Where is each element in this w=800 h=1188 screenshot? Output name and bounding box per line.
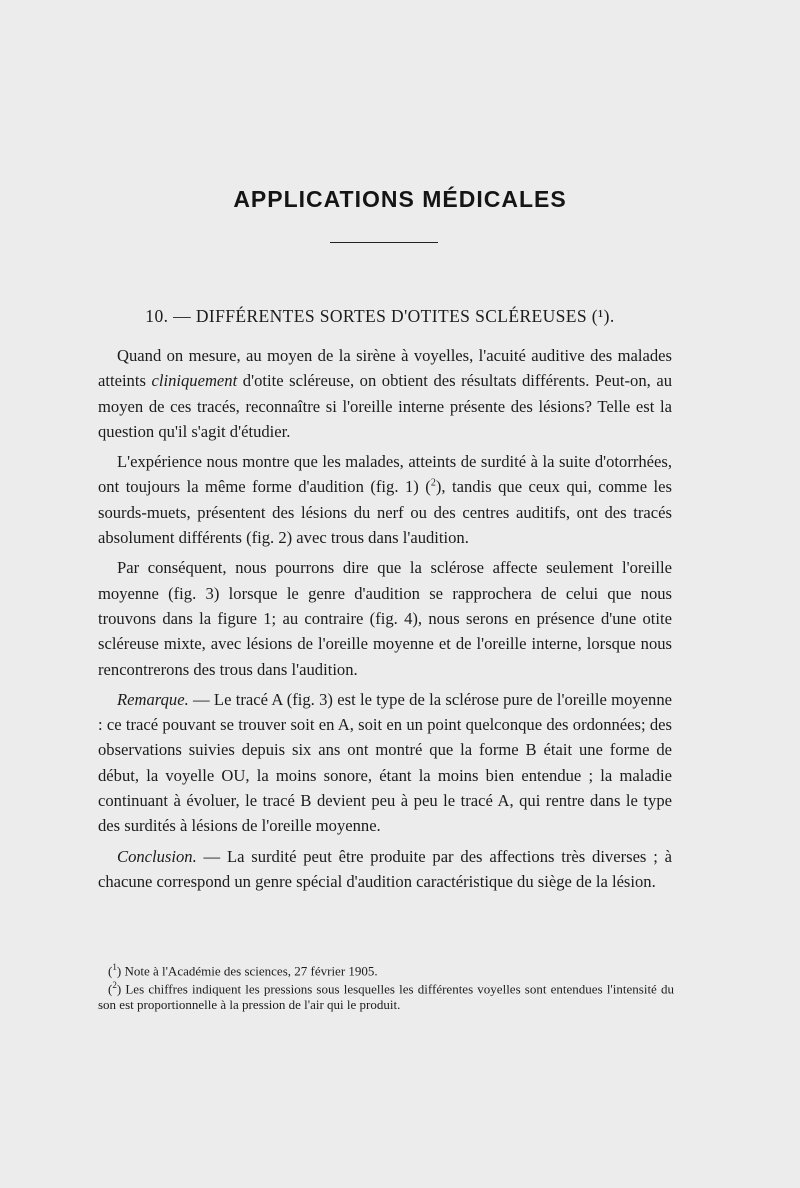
conclusion-text: — La surdité peut être produite par des affections très diverses ; à chacune correspond un genre spécial d'audition caractéristique du siège de la lésion. xyxy=(98,846,672,891)
conclusion-label: Conclusion. xyxy=(117,846,197,866)
paragraph-3: Par conséquent, nous pourrons dire que la sclérose affecte seulement l'oreille moyenne (fig. 3) lorsque le genre d'audition se rapprochera de celui que nous trouvons dans la figure 1; au contraire (fig. 4), nous serons en présence d'une otite scléreuse mixte, avec lésions de l'oreille moyenne et de l'oreille interne, lorsque nous rencontrerons des trous dans l'audition. xyxy=(98,558,672,679)
page-title: APPLICATIONS MÉDICALES xyxy=(233,186,567,212)
footnote-2-text: Les chiffres indiquent les pressions sous lesquelles les différentes voyelles sont entendues l'intensité du son est proportionnelle à la pression de l'air qui le produit. xyxy=(98,981,674,1012)
footnote-1-mark: 1 xyxy=(112,962,117,972)
paragraph-remarque xyxy=(98,687,672,839)
body-text xyxy=(98,343,672,899)
section-title: DIFFÉRENTES SORTES D'OTITES SCLÉREUSES xyxy=(195,306,588,326)
paragraph-1-text-b: d'otite scléreuse, on obtient des résultats différents. Peut-on, au moyen de ces tracés, reconnaître si l'oreille interne présente des lésions? Telle est la question qu'il s'agit d'étudier. xyxy=(98,371,673,441)
paragraph-conclusion xyxy=(98,844,672,895)
paragraph-1 xyxy=(98,343,672,444)
paragraph-1-emphasis: cliniquement xyxy=(151,371,238,391)
remarque-label: Remarque. xyxy=(117,689,189,709)
section-heading xyxy=(0,306,760,327)
section-note-ref: (¹). xyxy=(591,306,615,326)
footnote-1: ($^1$) Note à l'Académie des sciences, 27 février 1905. xyxy=(108,962,378,979)
footnotes xyxy=(98,960,674,1012)
section-dash: — xyxy=(173,306,192,326)
remarque-text: — Le tracé A (fig. 3) est le type de la sclérose pure de l'oreille moyenne : ce tracé pouvant se trouver soit en A, soit en un point quelconque des ordonnées; des observations suivies depuis six ans ont montré que la forme B était une forme de début, la voyelle OU, la moins sonore, étant la moins bien entendue ; la maladie continuant à évoluer, le tracé B devient peu à peu le tracé A, qui rentre dans le type des surdités à lésions de l'oreille moyenne. xyxy=(98,689,672,836)
section-number: 10. xyxy=(145,306,169,326)
footnote-ref-2: 2 xyxy=(430,477,436,489)
paragraph-1-text-a: Quand on mesure, au moyen de la sirène à voyelles, l'acuité auditive des malades atteints xyxy=(98,346,672,391)
footnote-1-text: Note à l'Académie des sciences, 27 février 1905. xyxy=(121,963,378,979)
paragraph-2-text-b: ), tandis que ceux qui, comme les sourds-muets, présentent des lésions du nerf ou des centres auditifs, ont des tracés absolument différents (fig. 2) avec trous dans l'audition. xyxy=(98,477,672,548)
footnote-2: ($^2$) Les chiffres indiquent les pressions sous lesquelles les différentes voyelles sont entendues l'intensité du son est proportionnelle à la pression de l'air qui le produit. xyxy=(98,980,674,1012)
footnote-2-mark: 2 xyxy=(112,980,117,991)
paragraph-2-text-a: L'expérience nous montre que les malades, atteints de surdité à la suite d'otorrhées, ont toujours la même forme d'audition (fig. 1) ( xyxy=(98,452,672,497)
paragraph-2 xyxy=(98,449,672,550)
title-divider xyxy=(330,242,438,243)
